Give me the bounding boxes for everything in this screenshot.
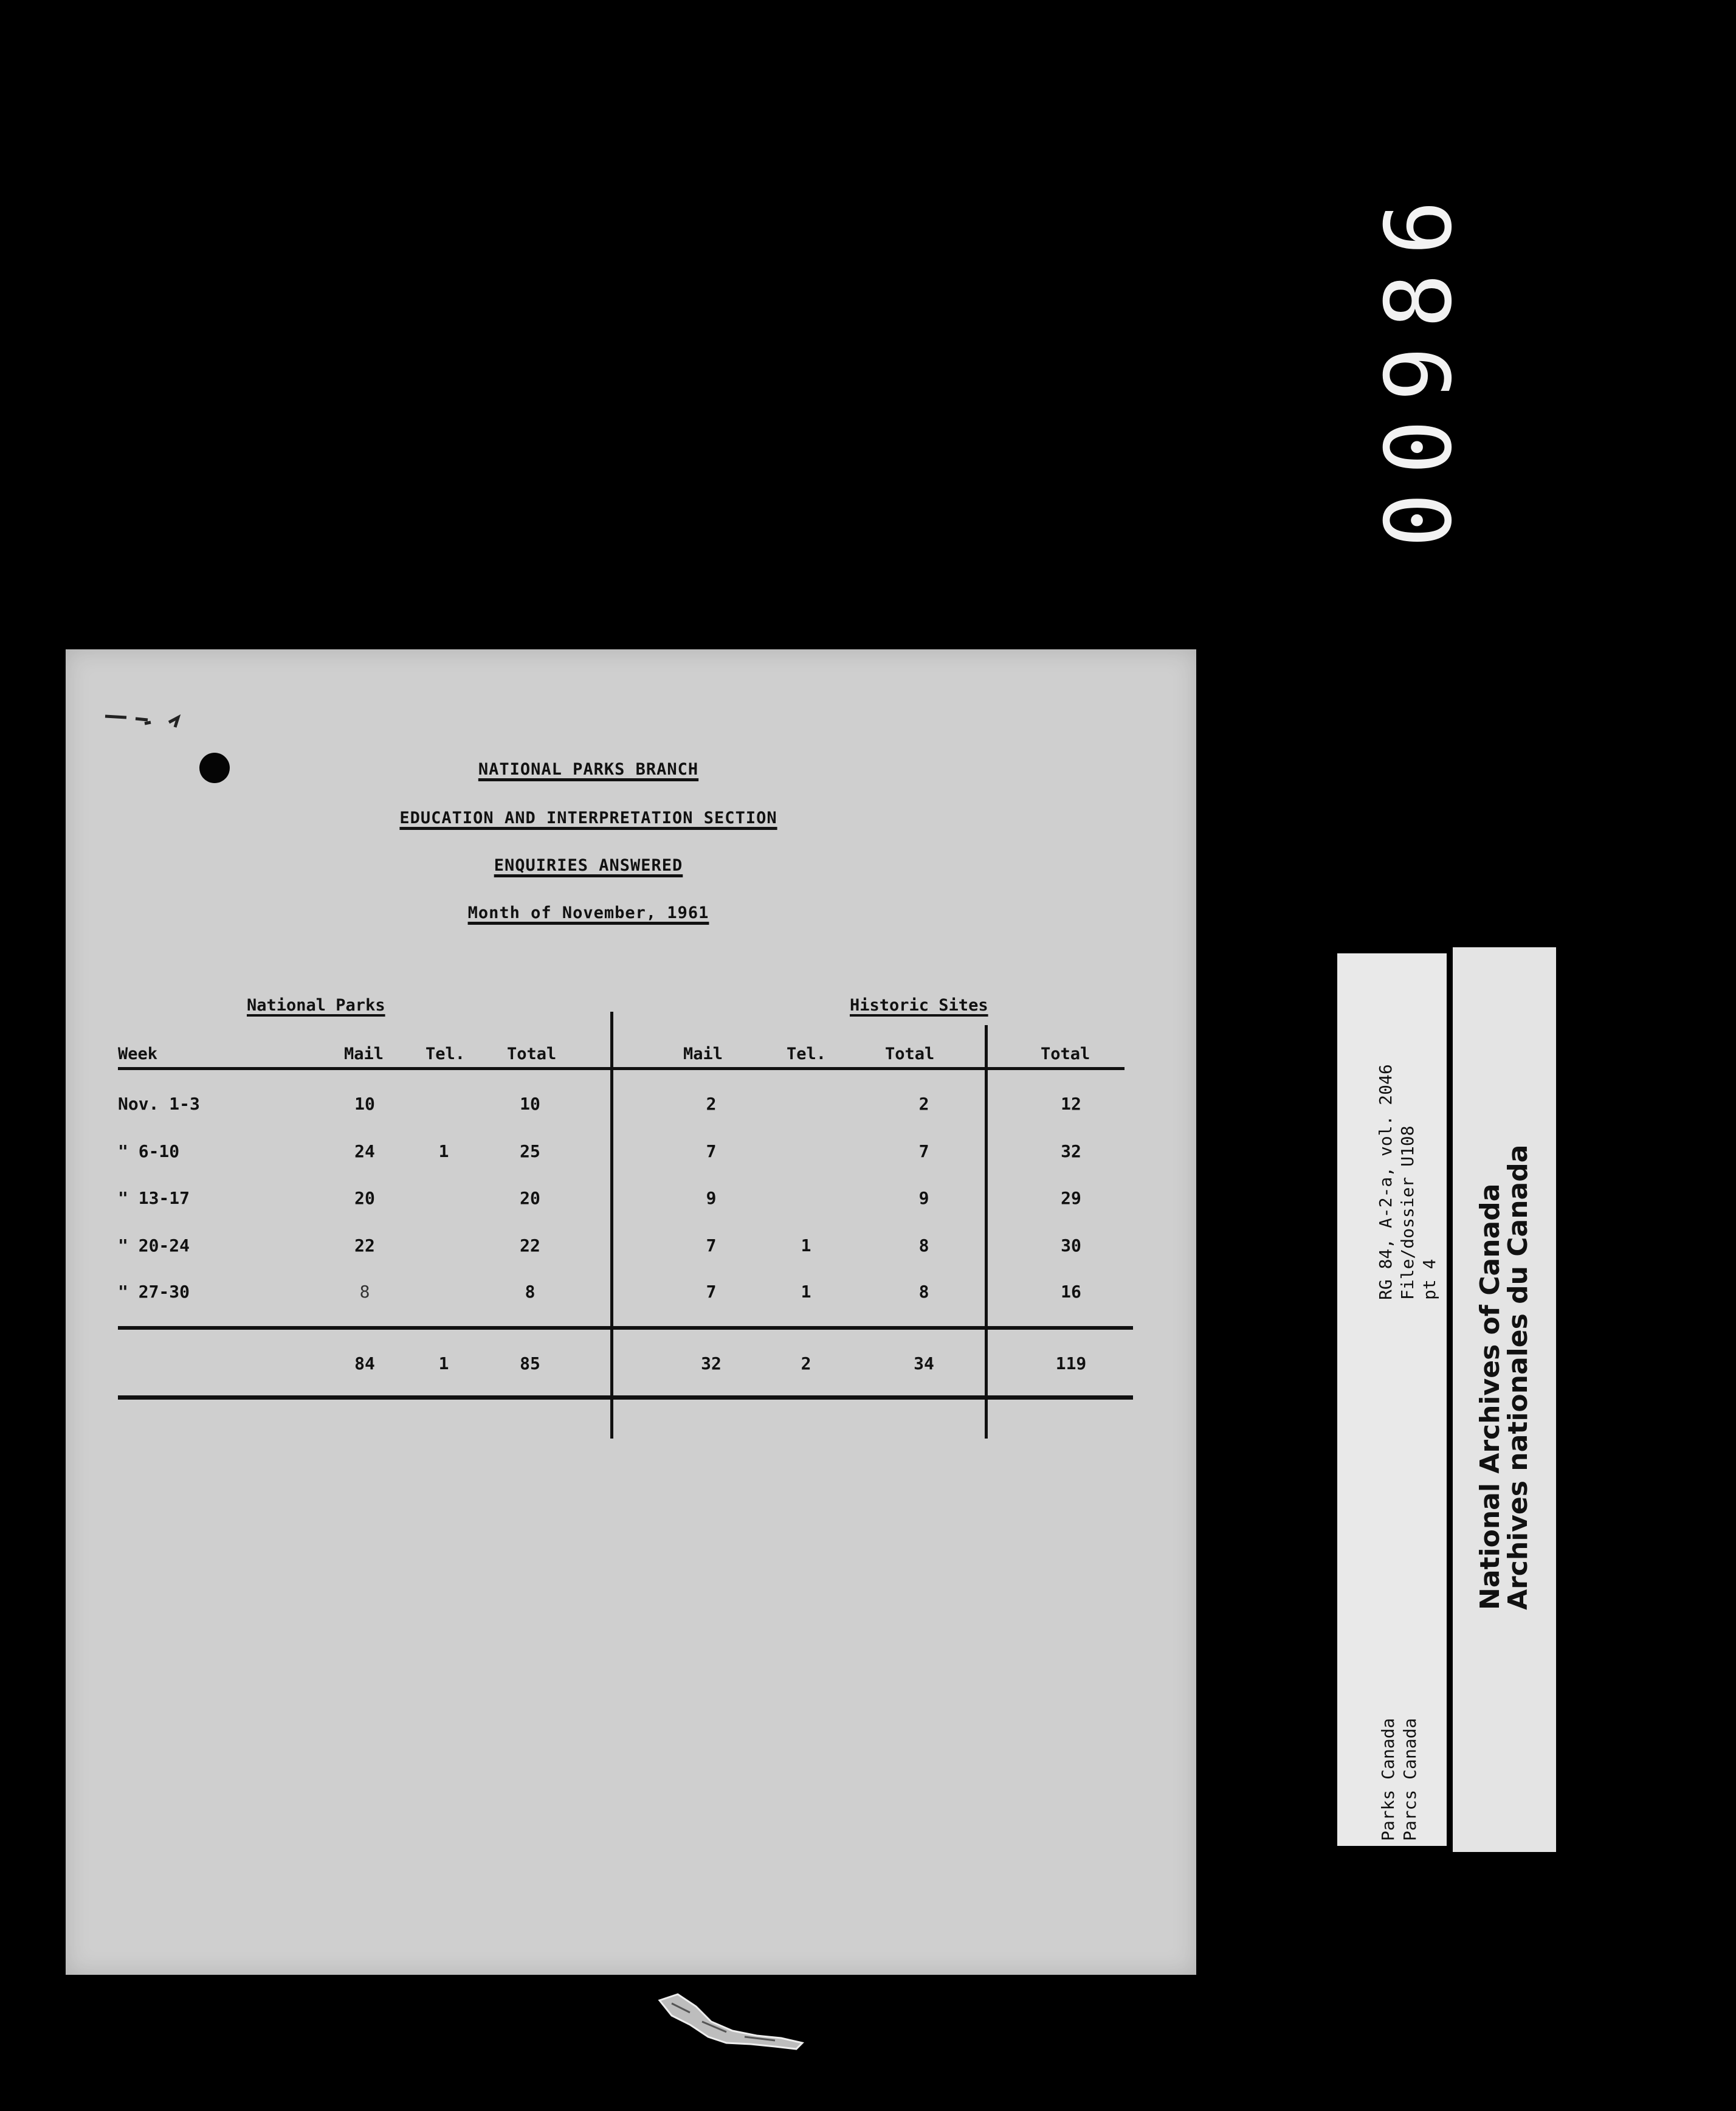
total-np-tel: 1 xyxy=(438,1353,449,1373)
column-divider-right xyxy=(985,1025,988,1439)
document-sheet xyxy=(66,649,1196,1975)
hs-tel-cell: 1 xyxy=(801,1282,811,1302)
np-mail-cell: 10 xyxy=(354,1094,375,1114)
hs-mail-cell: 7 xyxy=(706,1235,717,1256)
hs-mail-cell: 7 xyxy=(706,1141,717,1161)
hs-total-cell: 8 xyxy=(918,1282,929,1302)
col-header-np-total: Total xyxy=(507,1045,557,1063)
heading-month: Month of November, 1961 xyxy=(467,903,709,922)
col-header-hs-mail: Mail xyxy=(683,1045,723,1063)
week-cell: Nov. 1-3 xyxy=(118,1094,200,1114)
col-header-hs-total: Total xyxy=(885,1045,935,1063)
group-national-parks: National Parks xyxy=(247,996,385,1015)
np-total-cell: 25 xyxy=(520,1141,540,1161)
subtotal-rule xyxy=(118,1326,1133,1330)
hs-mail-cell: 7 xyxy=(706,1282,717,1302)
total-hs-tel: 2 xyxy=(801,1353,811,1373)
hs-total-cell: 8 xyxy=(918,1235,929,1256)
np-tel-cell: 1 xyxy=(438,1141,449,1161)
total-np-total: 85 xyxy=(520,1353,540,1373)
np-total-cell: 20 xyxy=(520,1188,540,1208)
np-total-cell: 22 xyxy=(520,1235,540,1256)
column-divider-left xyxy=(610,1012,613,1439)
total-hs-mail: 32 xyxy=(701,1353,722,1373)
paper-fragment xyxy=(653,1988,811,2055)
week-cell: " 13-17 xyxy=(118,1188,190,1208)
total-np-mail: 84 xyxy=(354,1353,375,1373)
hs-total-cell: 9 xyxy=(918,1188,929,1208)
grand-total-cell: 32 xyxy=(1061,1141,1081,1161)
archive-name-label: National Archives of Canada Archives nationales du Canada xyxy=(1453,947,1556,1852)
col-header-np-tel: Tel. xyxy=(425,1045,466,1063)
grand-total-cell: 29 xyxy=(1061,1188,1081,1208)
col-header-week: Week xyxy=(118,1045,158,1063)
heading-section: EDUCATION AND INTERPRETATION SECTION xyxy=(399,809,777,827)
grand-total-cell: 12 xyxy=(1061,1094,1081,1114)
week-cell: " 6-10 xyxy=(118,1141,180,1161)
group-historic-sites: Historic Sites xyxy=(850,996,988,1015)
bottom-rule xyxy=(118,1395,1133,1400)
hs-mail-cell: 2 xyxy=(706,1094,717,1114)
np-mail-cell: 24 xyxy=(354,1141,375,1161)
np-mail-cell: 8 xyxy=(359,1282,370,1302)
col-header-hs-tel: Tel. xyxy=(787,1045,827,1063)
hs-mail-cell: 9 xyxy=(706,1188,717,1208)
np-mail-cell: 20 xyxy=(354,1188,375,1208)
week-cell: " 20-24 xyxy=(118,1235,190,1256)
week-cell: " 27-30 xyxy=(118,1282,190,1302)
frame-number-text: 00986 xyxy=(1366,182,1472,548)
handwritten-mark xyxy=(102,710,193,734)
np-mail-cell: 22 xyxy=(354,1235,375,1256)
np-total-cell: 10 xyxy=(520,1094,540,1114)
hs-total-cell: 2 xyxy=(918,1094,929,1114)
heading-enquiries: ENQUIRIES ANSWERED xyxy=(494,856,683,875)
heading-branch: NATIONAL PARKS BRANCH xyxy=(478,760,699,779)
header-rule xyxy=(118,1067,1125,1070)
hs-total-cell: 7 xyxy=(918,1141,929,1161)
hs-tel-cell: 1 xyxy=(801,1235,811,1256)
col-header-grand-total: Total xyxy=(1041,1045,1090,1063)
col-header-np-mail: Mail xyxy=(344,1045,384,1063)
total-grand-total: 119 xyxy=(1055,1353,1087,1373)
grand-total-cell: 30 xyxy=(1061,1235,1081,1256)
grand-total-cell: 16 xyxy=(1061,1282,1081,1302)
archive-reference-label: Parks Canada Parcs Canada RG 84, A-2-a, vol. 2046 File/dossier U108 pt 4 xyxy=(1337,953,1447,1846)
np-total-cell: 8 xyxy=(525,1282,536,1302)
total-hs-total: 34 xyxy=(914,1353,934,1373)
